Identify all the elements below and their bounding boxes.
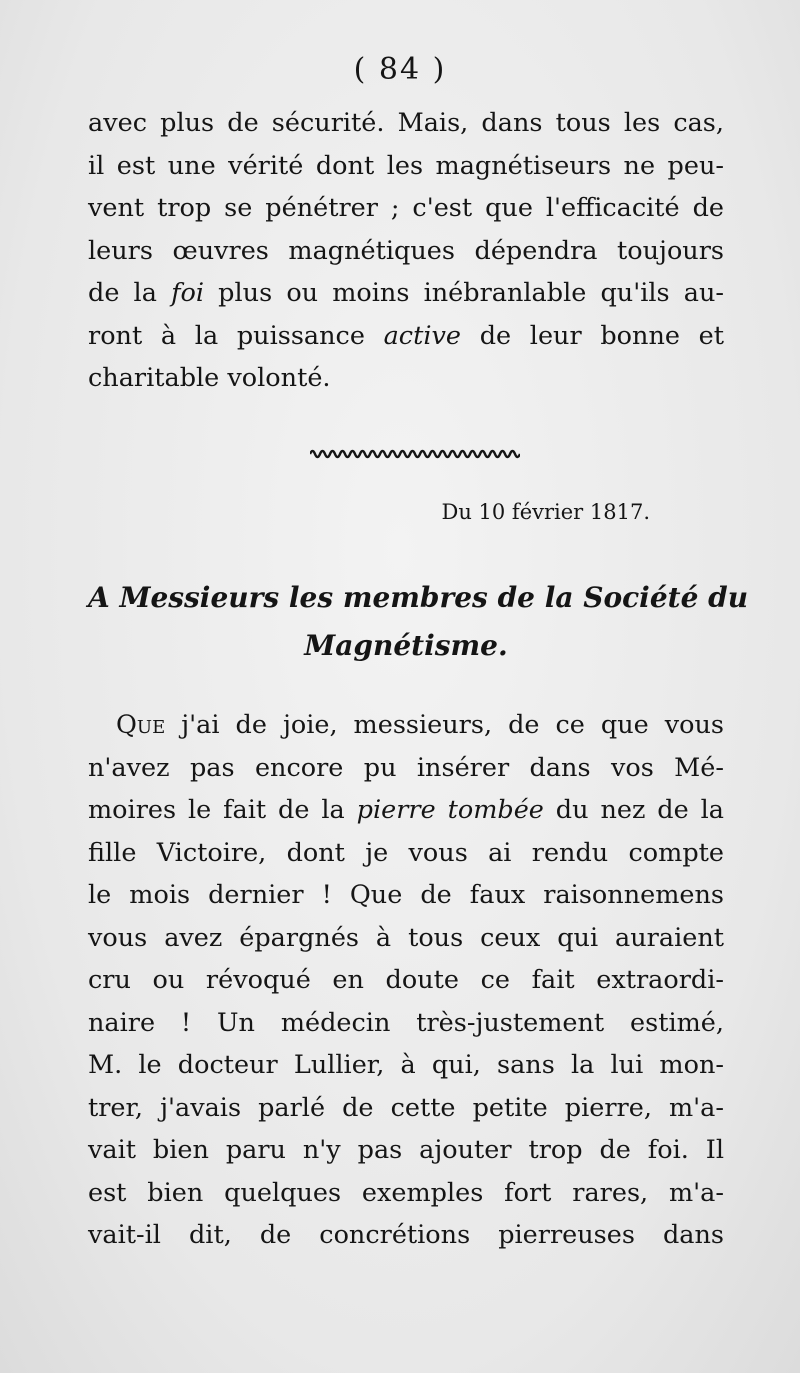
text-fragment: plus ou moins inébranlable qu'ils au- xyxy=(204,278,725,308)
text-line: le mois dernier ! Que de faux raisonnemens xyxy=(88,880,724,910)
text-fragment: de leur bonne et xyxy=(461,320,724,351)
text-line: il est une vérité dont les magnétiseurs ne peu- xyxy=(88,150,724,181)
italic-phrase: pierre tombée xyxy=(356,795,544,825)
text-fragment: du nez de la xyxy=(543,795,724,825)
drop-word: Que xyxy=(116,710,166,740)
text-line: naire ! Un médecin très-justement estimé, xyxy=(88,1007,724,1038)
text-line: n'avez pas encore pu insérer dans vos Mé- xyxy=(88,752,724,783)
heading-line: A Messieurs les membres de la Société du xyxy=(88,581,749,614)
text-line: vous avez épargnés à tous ceux qui auraient xyxy=(88,922,724,953)
text-line: fille Victoire, dont je vous ai rendu compte xyxy=(88,837,724,868)
text-line: vait-il dit, de concrétions pierreuses dans xyxy=(88,1220,724,1250)
text-fragment: de la xyxy=(88,278,172,308)
text-fragment: j'ai de joie, messieurs, de ce que vous xyxy=(165,710,724,740)
text-fragment: ront à la puissance xyxy=(88,320,384,351)
text-line: M. le docteur Lullier, à qui, sans la lui mon- xyxy=(88,1050,724,1080)
text-line: vait bien paru n'y pas ajouter trop de foi. Il xyxy=(88,1135,724,1165)
heading-line: Magnétisme. xyxy=(304,629,508,662)
letter-body xyxy=(88,704,724,1257)
letter-heading xyxy=(88,574,749,670)
text-line: cru ou révoqué en doute ce fait extraordi- xyxy=(88,965,724,995)
text-line xyxy=(88,272,724,315)
text-line xyxy=(88,789,724,832)
text-line: est bien quelques exemples fort rares, m'a- xyxy=(88,1177,724,1208)
text-line: trer, j'avais parlé de cette petite pierre, m'a- xyxy=(88,1092,724,1123)
text-line: charitable volonté. xyxy=(88,363,331,393)
text-line: vent trop se pénétrer ; c'est que l'efficacité de xyxy=(88,193,724,223)
page-number: ( 84 ) xyxy=(353,52,447,87)
text-line xyxy=(88,315,724,358)
continued-paragraph xyxy=(88,102,724,400)
ornamental-divider xyxy=(310,448,520,460)
text-line: leurs œuvres magnétiques dépendra toujours xyxy=(88,235,724,266)
text-line xyxy=(88,704,724,747)
text-line: avec plus de sécurité. Mais, dans tous les cas, xyxy=(88,108,724,138)
italic-word: active xyxy=(383,320,461,351)
text-fragment: moires le fait de la xyxy=(88,795,357,825)
date-line: Du 10 février 1817. xyxy=(441,500,650,524)
italic-word: foi xyxy=(171,278,205,308)
